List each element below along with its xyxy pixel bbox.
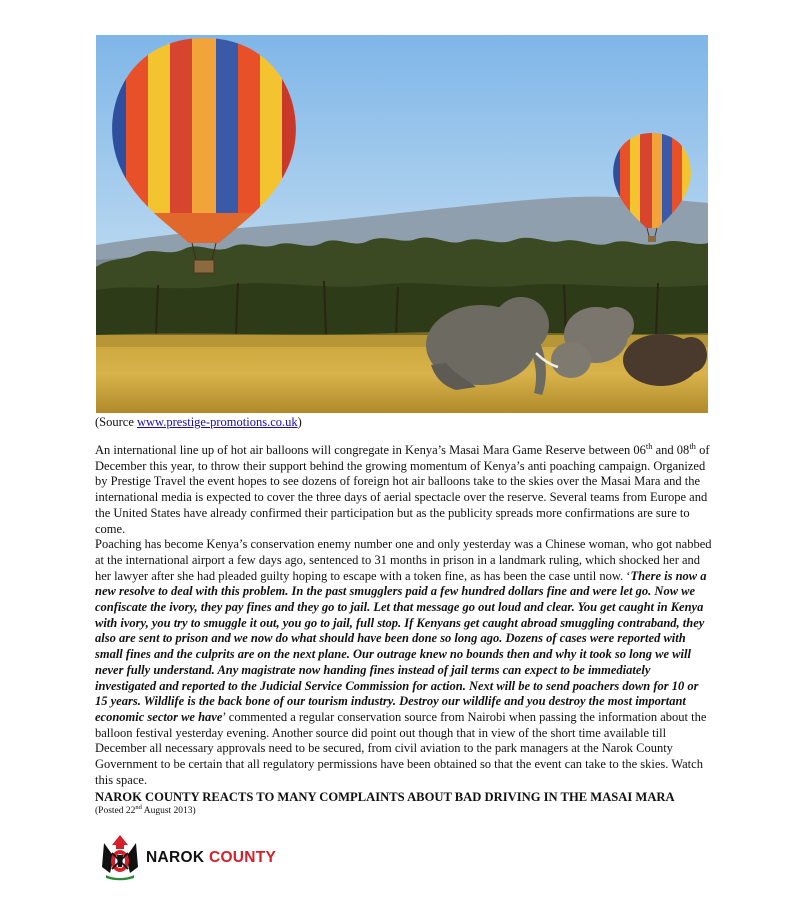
logo-wordmark (146, 849, 276, 867)
p1-text-b: and 08 (652, 443, 690, 457)
next-article-headline: NAROK COUNTY REACTS TO MANY COMPLAINTS ABOUT BAD DRIVING IN THE MASAI MARA (95, 790, 675, 804)
article-body (95, 440, 713, 788)
balloons-elephants-photo (96, 35, 708, 413)
logo-word-narok: NAROK (146, 849, 205, 866)
narok-county-emblem-icon (98, 833, 142, 881)
source-link[interactable]: www.prestige-promotions.co.uk (137, 415, 298, 429)
p2-quote: There is now a new resolve to deal with this problem. In the past smugglers paid a few hundred dollars fine and were let go. Now we confiscate the ivory, they pay fines and they go to jail. Let that message go out loud and clear. You get caught in Kenya with ivory, you try to smuggle it out, you go to jail, full stop. If Kenyans get caught abroad smuggling contraband, they also are sent to prison and we now do what should have been done so long ago. Dozens of cases were reported with small fines and the culprits are on the next plane. Our outrage knew no bounds then and why it took so long we will never fully understand. Any magistrate now handing fines instead of jail terms can expect to be immediately investigated and reported to the Judicial Service Commission for action. Next will be to send poachers down for 10 or 15 years. Wildlife is the back bone of our tourism industry. Destroy our wildlife and you destroy the most important economic sector we have (95, 568, 707, 724)
p1-text-c: of December this year, to throw their support behind the growing momentum of Kenya’s anti poaching campaign. Organized by Prestige Travel the event hopes to see dozens of foreign hot air balloons take to the skies over the Masai Mara and the international media is expected to cover the three days of aerial spectacle over the reserve. Several teams from Europe and the United States have already confirmed their participation but as the publicity spreads more confirmations are sure to come. (95, 443, 710, 536)
p2-text-b: ’ commented a regular conservation source from Nairobi when passing the information about the balloon festival yesterday evening. Another source did point out though that in view of the short time available till December all necessary approvals need to be secured, from civil aviation to the park managers at the Narok County Government to be certain that all regulatory permissions have been obtained so that the event can take to the skies. Watch this space. (95, 709, 707, 787)
posted-text-b: August 2013) (141, 806, 196, 816)
article-paragraph-2 (95, 537, 713, 788)
p1-sup-2: th (689, 440, 696, 451)
posted-date (95, 805, 196, 817)
article-paragraph-1 (95, 440, 713, 537)
photo-caption (95, 414, 302, 430)
caption-suffix: ) (297, 415, 302, 429)
caption-prefix: (Source (95, 415, 137, 429)
p2-text-a: Poaching has become Kenya’s conservation enemy number one and only yesterday was a Chinese woman, who got nabbed at the international airport a few days ago, sentenced to 31 months in prison in a landmark ruling, which shocked her and her lawyer after she had pleaded guilty hoping to escape with a token fine, as has been the case until now. ‘ (95, 537, 712, 583)
p1-text-a: An international line up of hot air balloons will congregate in Kenya’s Masai Mara Game Reserve between 06 (95, 443, 646, 457)
posted-sup: nd (135, 803, 142, 811)
narok-county-logo (98, 833, 288, 881)
posted-text-a: (Posted 22 (95, 806, 136, 816)
logo-word-county: COUNTY (208, 849, 277, 866)
p1-sup-1: th (645, 440, 653, 451)
